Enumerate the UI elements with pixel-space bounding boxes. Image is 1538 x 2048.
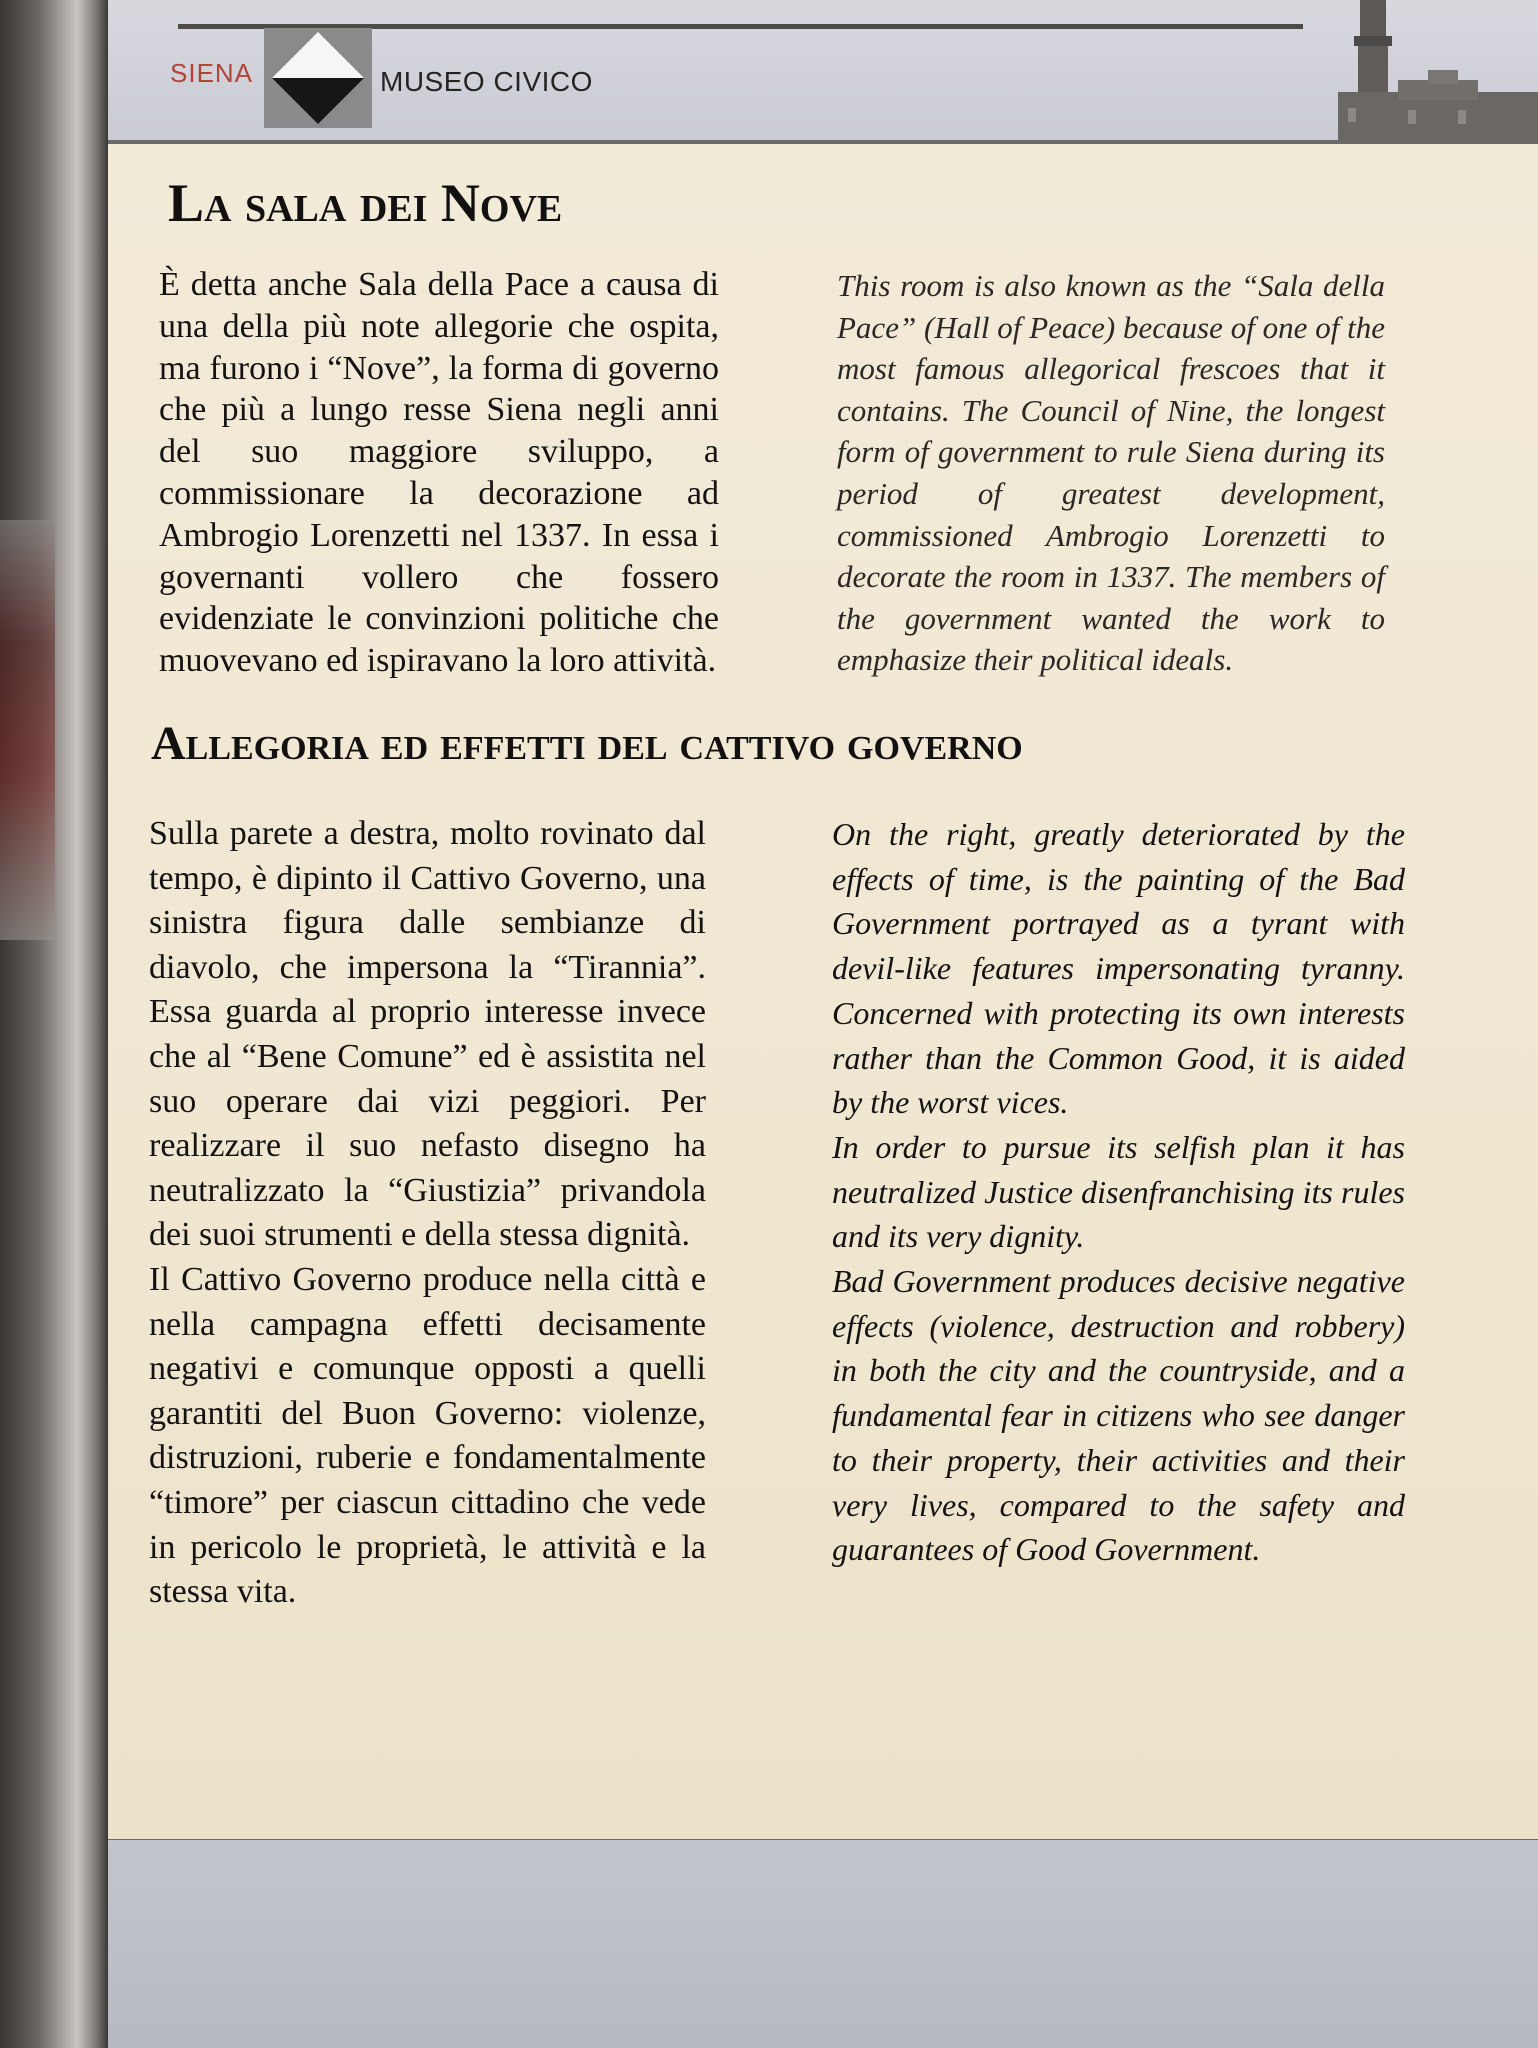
museum-sign [108, 0, 1538, 2048]
sala-dei-nove-text-english: This room is also known as the “Sala della Pace” (Hall of Peace) because of one of the most famous allegorical frescoes that it contains. The Council of Nine, the longest form of government to rule Siena during its period of greatest development, commissioned Ambrogio Lorenzetti to decorate the room in 1337. The members of the government wanted the work to emphasize their political ideals. [837, 268, 1385, 678]
siena-diamond-logo-icon [264, 28, 372, 128]
cattivo-governo-text-italian: Sulla parete a destra, molto rovinato dal tempo, è dipinto il Cattivo Governo, una sinistra figura dalle sembianze di diavolo, che impersona la “Tirannia”. Essa guarda al proprio interesse invece che al “Bene Comune” ed è assistita nel suo operare dai vizi peggiori. Per realizzare il suo nefasto disegno ha neutralizzato la “Giustizia” privandola dei suoi strumenti e della stessa dignità. Il Cattivo Governo produce nella città e nella campagna effetti decisamente negativi e comunque opposti a quelli garantiti del Buon Governo: violenze, distruzioni, ruberie e fondamentalmente “timore” per ciascun cittadino che vede in pericolo le proprietà, le attività e la stessa vita. [149, 815, 706, 1611]
sign-footer [108, 1840, 1538, 2048]
museum-label: MUSEO CIVICO [380, 66, 593, 97]
city-label: SIENA [170, 58, 254, 88]
section-title-sala-dei-nove: La sala dei Nove [168, 173, 563, 233]
torre-del-mangia-tower-icon [1338, 0, 1538, 160]
sign-header [108, 0, 1538, 150]
sign-frame-edge [0, 0, 110, 2048]
section-title-cattivo-governo: Allegoria ed effetti del cattivo governo [151, 717, 1023, 770]
sala-dei-nove-text-italian: È detta anche Sala della Pace a causa di una della più note allegorie che ospita, ma furono i “Nove”, la forma di governo che più a lungo resse Siena negli anni del suo maggiore sviluppo, a commissionare la decorazione ad Ambrogio Lorenzetti nel 1337. In essa i governanti vollero che fossero evidenziate le convinzioni politiche che muovevano ed ispiravano la loro attività. [159, 266, 719, 680]
background-wall [0, 520, 55, 940]
cattivo-governo-text-english: On the right, greatly deteriorated by the effects of time, is the painting of the Bad Government portrayed as a tyrant with devil-like features impersonating tyranny. Concerned with protecting its own interests rather than the Common Good, it is aided by the worst vices. In order to pursue its selfish plan it has neutralized Justice disenfranchising its rules and its very dignity. Bad Government produces decisive negative effects (violence, destruction and robbery) in both the city and the countryside, and a fundamental fear in citizens who see danger to their property, their activities and their very lives, compared to the safety and guarantees of Good Government. [832, 816, 1405, 1568]
